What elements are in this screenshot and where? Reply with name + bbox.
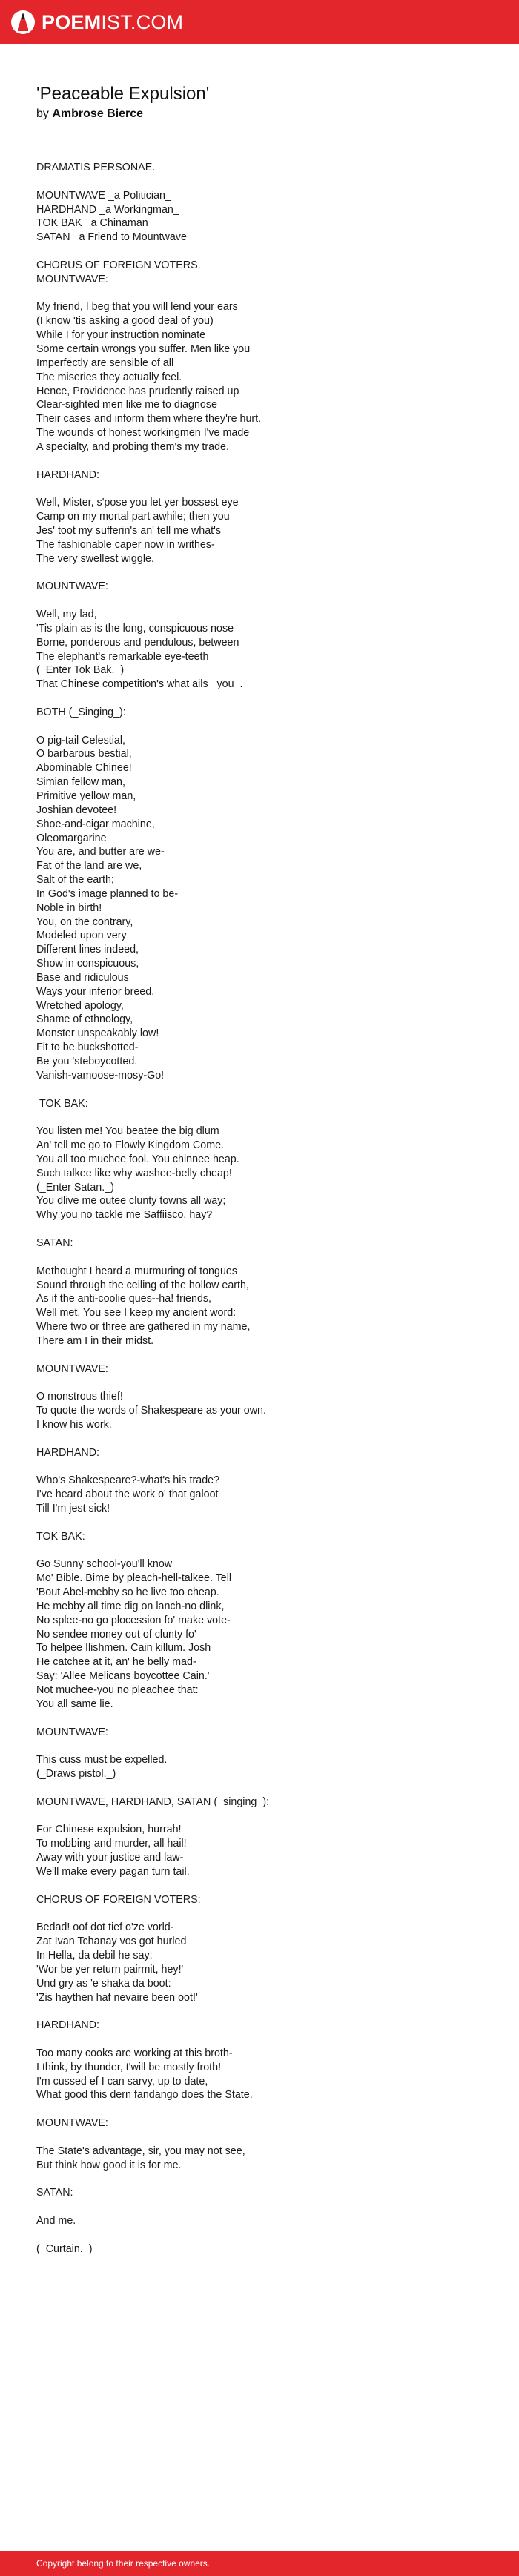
logo-bold-text: POEM bbox=[42, 10, 102, 33]
logo-light-text: IST.COM bbox=[101, 10, 184, 33]
site-logo-link[interactable] bbox=[10, 9, 183, 36]
poem-author-link[interactable]: Ambrose Bierce bbox=[52, 107, 144, 120]
poem-title: 'Peaceable Expulsion' bbox=[36, 84, 210, 104]
by-label: by bbox=[36, 107, 49, 120]
site-logo-text bbox=[42, 10, 184, 33]
poem-byline bbox=[36, 107, 496, 122]
pencil-tip-icon bbox=[10, 9, 36, 36]
copyright-text: Copyright belong to their respective owners. bbox=[36, 2558, 211, 2569]
poem-body: DRAMATIS PERSONAE. MOUNTWAVE _a Politician_ HARDHAND _a Workingman_ TOK BAK _a Chinaman_ SATAN _a Friend to Mountwave_ CHORUS OF FOREIGN VOTERS. MOUNTWAVE: My friend, I beg that you will lend your ears (I know 'tis asking a good deal of you) While I for your instruction nominate Some certain wrongs you suffer. Men like you Imperfectly are sensible of all The miseries they actually feel. Hence, Providence has prudently raised up Clear-sighted men like me to diagnose Their cases and inform them where they're hurt. The wounds of honest workingmen I've made A specialty, and probing them's my trade. HARDHAND: Well, Mister, s'pose you let yer bossest eye Camp on my mortal part awhile; then you Jes' toot my sufferin's an' tell me what's The fashionable caper now in writhes- The very swellest wiggle. MOUNTWAVE: Well, my lad, 'Tis plain as is the long, conspicuous nose Borne, ponderous and pendulous, between The elephant's remarkable eye-teeth (_Enter Tok Bak._) That Chinese competition's what ails _you_. BOTH (_Singing_): O pig-tail Celestial, O barbarous bestial, Abominable Chinee! Simian fellow man, Primitive yellow man, Joshian devotee! Shoe-and-cigar machine, Oleomargarine You are, and butter are we- Fat of the land are we, Salt of the earth; In God's image planned to be- Noble in birth! You, on the contrary, Modeled upon very Different lines indeed, Show in conspicuous, Base and ridiculous Ways your inferior breed. Wretched apology, Shame of ethnology, Monster unspeakably low! Fit to be buckshotted- Be you 'steboycotted. Vanish-vamoose-mosy-Go! TOK BAK: You listen me! You beatee the big dlum An' tell me go to Flowly Kingdom Come. You all too muchee fool. You chinnee heap. Such talkee like why washee-belly cheap! (_Enter Satan._) You dlive me outee clunty towns all way; Why you no tackle me Saffiisco, hay? SATAN: Methought I heard a murmuring of tongues Sound through the ceiling of the hollow earth, As if the anti-coolie ques--ha! friends, Well met. You see I keep my ancient word: Where two or three are gathered in my name, There am I in their midst. MOUNTWAVE: O monstrous thief! To quote the words of Shakespeare as your own. I know his work. HARDHAND: Who's Shakespeare?-what's his trade? I've heard about the work o' that galoot Till I'm jest sick! TOK BAK: Go Sunny school-you'll know Mo' Bible. Bime by pleach-hell-talkee. Tell 'Bout Abel-mebby so he live too cheap. He mebby all time dig on lanch-no dlink, No splee-no go plocession fo' make vote- No sendee money out of clunty fo' To helpee Ilishmen. Cain killum. Josh He catchee at it, an' he belly mad- Say: 'Allee Melicans boycottee Cain.' Not muchee-you no pleachee that: You all same lie. MOUNTWAVE: This cuss must be expelled. (_Draws pistol._) MOUNTWAVE, HARDHAND, SATAN (_singing_): For Chinese expulsion, hurrah! To mobbing and murder, all hail! Away with your justice and law- We'll make every pagan turn tail. CHORUS OF FOREIGN VOTERS: Bedad! oof dot tief o'ze vorld- Zat Ivan Tchanay vos got hurled In Hella, da debil he say: 'Wor be yer return pairmit, hey!' Und gry as 'e shaka da boot: 'Zis haythen haf nevaire been oot!' HARDHAND: Too many cooks are working at this broth- I think, by thunder, t'will be mostly froth! I'm cussed ef I can sarvy, up to date, What good this dern fandango does the State. MOUNTWAVE: The State's advantage, sir, you may not see, But think how good it is for me. SATAN: And me. (_Curtain._) bbox=[36, 162, 270, 2255]
poem-header bbox=[36, 83, 496, 122]
site-footer bbox=[0, 2551, 519, 2576]
site-header bbox=[0, 0, 519, 44]
